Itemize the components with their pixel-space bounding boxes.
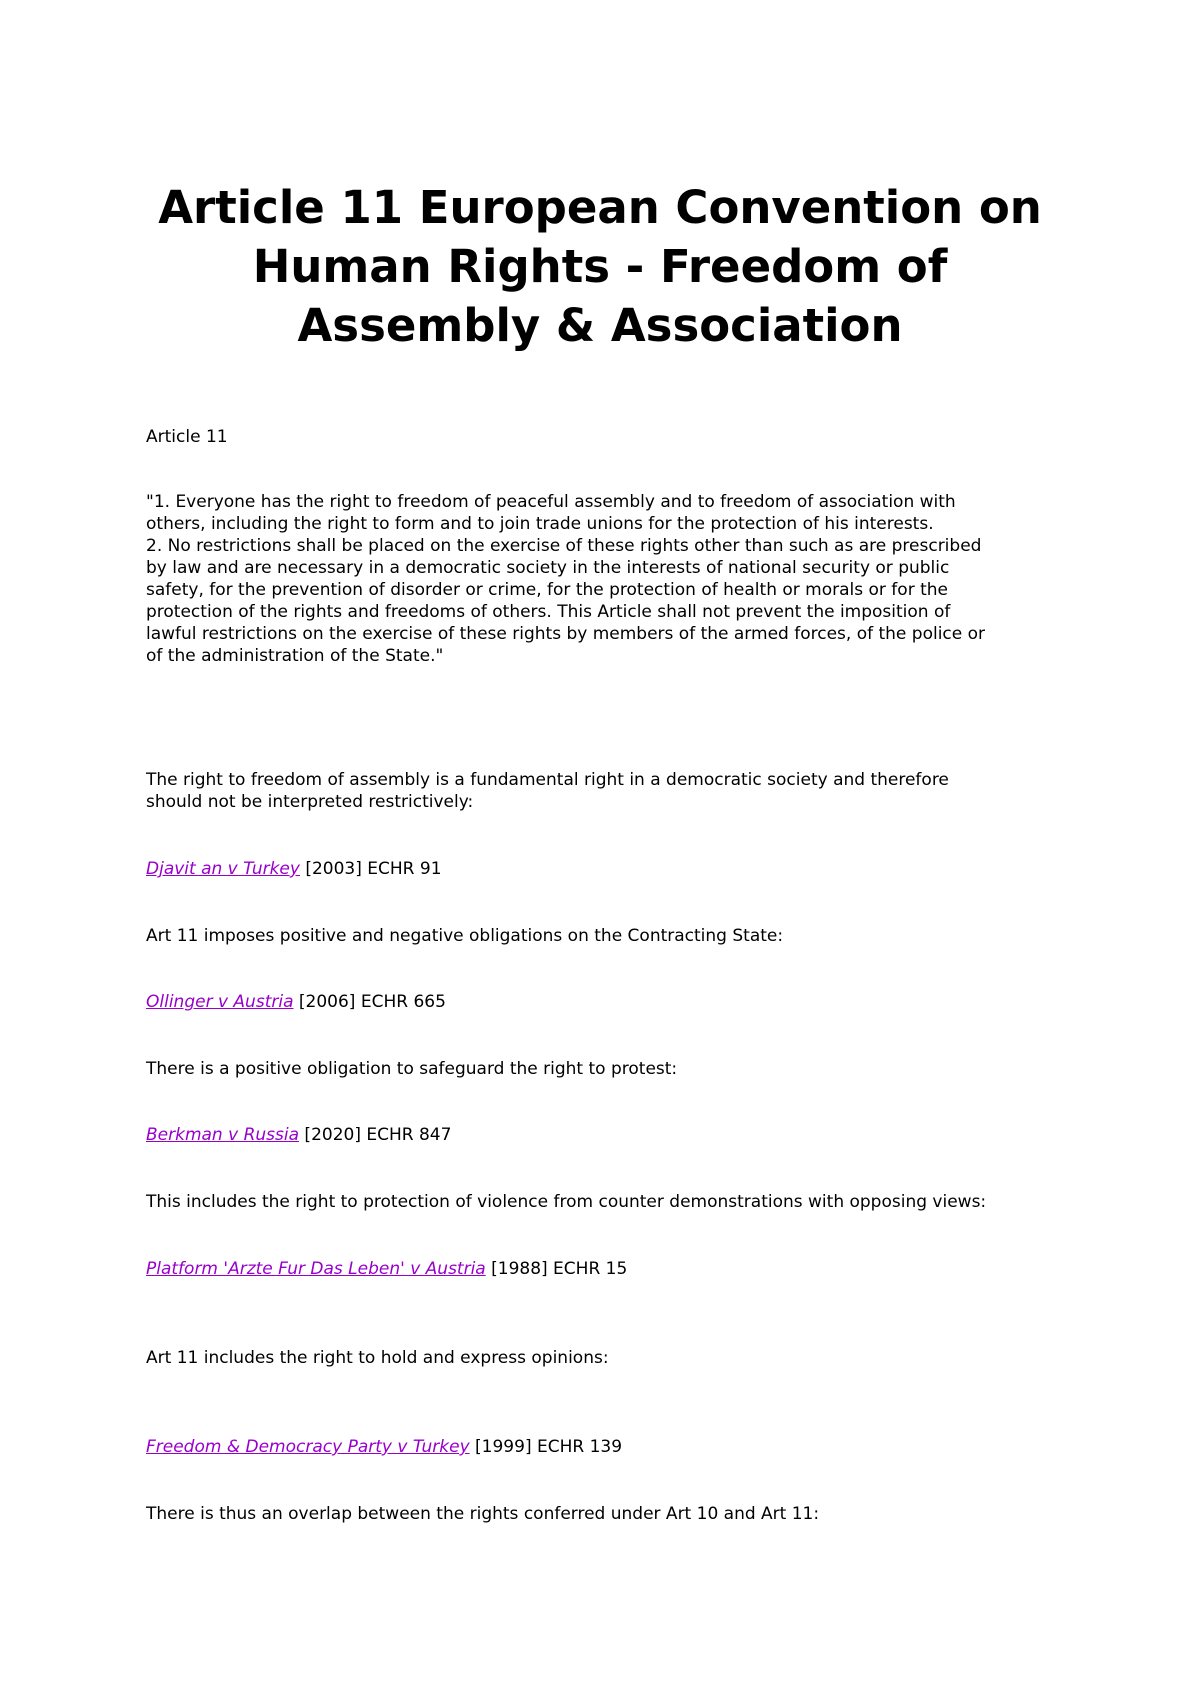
case-citation [146,1258,627,1280]
intro-paragraph-line: The right to freedom of assembly is a fundamental right in a democratic society and therefore [146,770,949,790]
page-title: Article 11 European Convention on Human Rights - Freedom of Assembly & Association [158,181,1042,352]
quote-line: lawful restrictions on the exercise of these rights by members of the armed forces, of the police or [146,624,986,644]
statement-text: There is a positive obligation to safeguard the right to protest: [146,1059,678,1079]
statement-text: This includes the right to protection of violence from counter demonstrations with opposing views: [146,1192,987,1212]
case-citation-text: [2006] ECHR 665 [293,992,446,1012]
case-citation [146,1124,451,1146]
article-quote [146,491,985,667]
article-heading: Article 11 [146,427,228,447]
quote-line: by law and are necessary in a democratic society in the interests of national security or public [146,558,950,578]
case-link-djavit-an[interactable]: Djavit an v Turkey [146,859,300,879]
case-citation [146,858,442,880]
statement-text: Art 11 imposes positive and negative obligations on the Contracting State: [146,926,784,946]
quote-line: protection of the rights and freedoms of others. This Article shall not prevent the imposition of [146,602,951,622]
case-citation-text: [1988] ECHR 15 [485,1259,628,1279]
quote-line: of the administration of the State." [146,646,444,666]
statement-text: There is thus an overlap between the rights conferred under Art 10 and Art 11: [146,1504,820,1524]
intro-paragraph-line: should not be interpreted restrictively: [146,792,474,812]
case-citation-text: [1999] ECHR 139 [469,1437,623,1457]
quote-line: 2. No restrictions shall be placed on the exercise of these rights other than such as are prescribed [146,536,982,556]
quote-line: others, including the right to form and to join trade unions for the protection of his interests. [146,514,934,534]
case-citation-text: [2020] ECHR 847 [299,1125,452,1145]
case-link-ollinger[interactable]: Ollinger v Austria [146,992,294,1012]
case-link-platform-arzte[interactable]: Platform 'Arzte Fur Das Leben' v Austria [146,1259,486,1279]
case-link-berkman[interactable]: Berkman v Russia [146,1125,300,1145]
case-citation [146,1436,622,1458]
case-citation-text: [2003] ECHR 91 [299,859,442,879]
case-link-freedom-democracy-party[interactable]: Freedom & Democracy Party v Turkey [146,1437,470,1457]
statement-text: Art 11 includes the right to hold and express opinions: [146,1348,609,1368]
quote-line: "1. Everyone has the right to freedom of peaceful assembly and to freedom of association with [146,492,956,512]
quote-line: safety, for the prevention of disorder or crime, for the protection of health or morals or for the [146,580,948,600]
case-citation [146,991,446,1013]
